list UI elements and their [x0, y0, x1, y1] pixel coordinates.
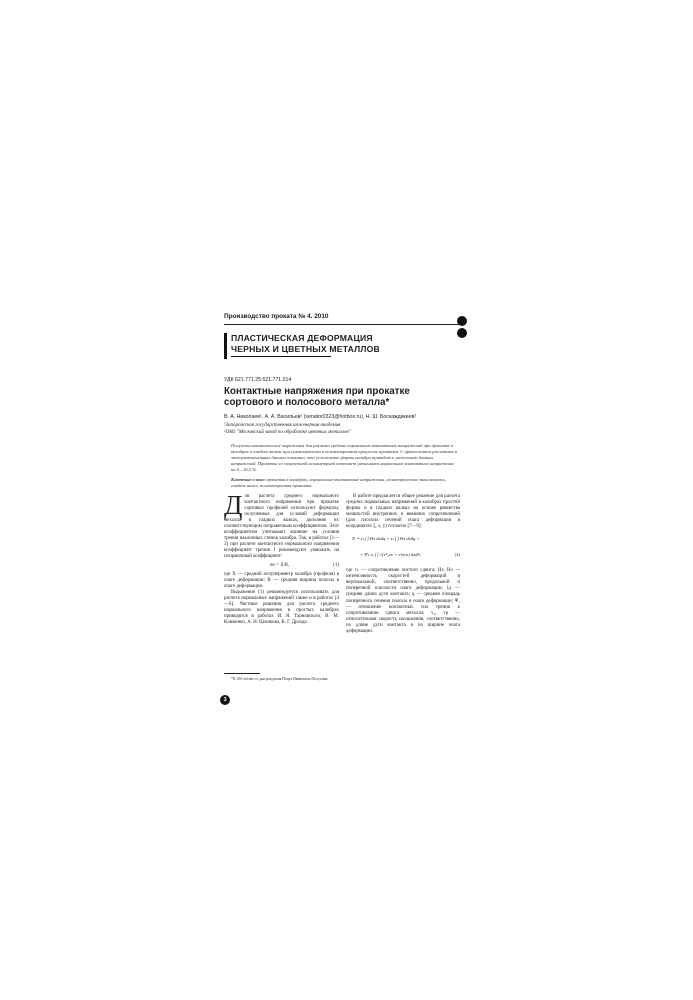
- journal-header: Производство проката № 4. 2010: [224, 313, 329, 320]
- formula-expression: N = τₛ ∫ ∫ Hэ dxdq + τₛ ∫ ∫ Hэ dxdq +: [352, 536, 420, 542]
- affiliations: [224, 422, 351, 436]
- section-heading-line: ПЛАСТИЧЕСКАЯ ДЕФОРМАЦИЯ: [231, 333, 373, 343]
- section-heading-line: ЧЕРНЫХ И ЦВЕТНЫХ МЕТАЛЛОВ: [231, 343, 380, 354]
- section-rule: [231, 356, 331, 357]
- paragraph: Выражение (1) рекомендуется использовать для расчета нормальных напряжений также и в работах [4—6]. Частные решения для расчета среднего нормального напряжения в простых калибрах приводятся в работах И. Я. Тарновского, В. М. Клименко, А. И. Целикова, В. Г. Дрозда.: [224, 589, 339, 625]
- formula-number: (1): [333, 562, 339, 568]
- text-column-right: [346, 494, 460, 635]
- article-title: Контактные напряжения при прокатке сортового и полосового металла*: [224, 386, 410, 409]
- formula-expression: nв = X/B,: [270, 562, 289, 568]
- udc-code: УДК 621.771.25:621.771.014: [224, 377, 292, 383]
- header-dot-icon: [457, 316, 467, 326]
- affiliation: ¹Запорожская государственная инженерная академия: [224, 423, 341, 428]
- keywords: [231, 477, 459, 489]
- abstract: Получены аналитические выражения для расчета средних нормальных контактных напряжений при прокатке в калибрах и гладких валках при симметричном и асимметричном процессах прокатки. С привлечением расчетных и экспериментальных данных показано, что усложнение формы калибра приводит к увеличению данных напряжений. Прокатка со скоростной асимметрией позволяет уменьшить нормальное контактное напряжение на 5—16,5 %.: [231, 443, 458, 473]
- page-number: 3: [220, 695, 230, 705]
- article-authors: В. А. Николаев¹, А. А. Васильев¹ (senator0323@hotbox.ru), Н. Ш. Боскаждикиев²: [224, 414, 417, 420]
- paragraph: ля расчета среднего нормального контактного напряжения при прокатке сортовых профилей используют формулы, полученные для условий деформации металла в гладких валках, дополняя их соответствующим поправочным коэффициентом. Этот коэффициентом учитывают влияние на условия трения наклонных стенок калибра. Так, в работах [1—3] при расчете контактного нормального напряжения коэффициент трения f рекомендуют умножать на поправочный коэффициент:: [224, 494, 339, 560]
- formula-1: [224, 561, 339, 572]
- section-heading: [231, 333, 380, 354]
- header-dot-icon: [457, 328, 467, 338]
- footnote: *К 100-летию со дня рождения Петра Ивановича Полухина.: [231, 677, 329, 681]
- formula-expression: + Ψₛ τₛ ∫ ∫ √(v²₂ск + v²ρск) dxdS,: [360, 552, 421, 558]
- keywords-text: прокатка в калибрах, нормальные контактные напряжения, геометрические зависимости, гладкие валки, асимметричная прокатка.: [231, 477, 446, 489]
- formula-2: [346, 530, 460, 568]
- footnote-rule: [224, 673, 260, 674]
- affiliation: ²ОАО "Московский завод по обработке цветных металлов": [224, 430, 351, 435]
- header-rule: [224, 324, 460, 325]
- paragraph: где X — средний полупериметр калибра (профиля) в очаге деформации; B — средняя ширина полосы в очаге деформации.: [224, 571, 339, 589]
- text-column-left: [224, 490, 339, 626]
- keywords-label: Ключевые слова:: [231, 477, 266, 482]
- formula-number: (2): [454, 552, 460, 558]
- paragraph: В работе предлагается общее решение для расчета средних нормальных напряжений в калибрах простой формы и в гладких валках на основе равенства мощностей внутренних и внешних сопротивлений (для плоских сечений очага деформации в координатах ξ, x, y) согласно [7—9]:: [346, 494, 460, 530]
- section-bar: [224, 333, 227, 359]
- paragraph: где τₛ — сопротивление чистого сдвига; Hэ, Hэ — интенсивность скоростей деформаций в вертикальной, соответственно, продольной и поперечной плоскости очага деформации; lд — средняя длина дуги контакта; q — средняя площадь поперечного сечения полосы в очаге деформации; Ψ₁ — отношение контактных сил трения к сопротивлению сдвига металла; v₂, vρ — относительная скорость скольжения, соответственно, по длине дуги контакта и по ширине очага деформации.: [346, 568, 460, 634]
- drop-cap: Д: [224, 490, 243, 520]
